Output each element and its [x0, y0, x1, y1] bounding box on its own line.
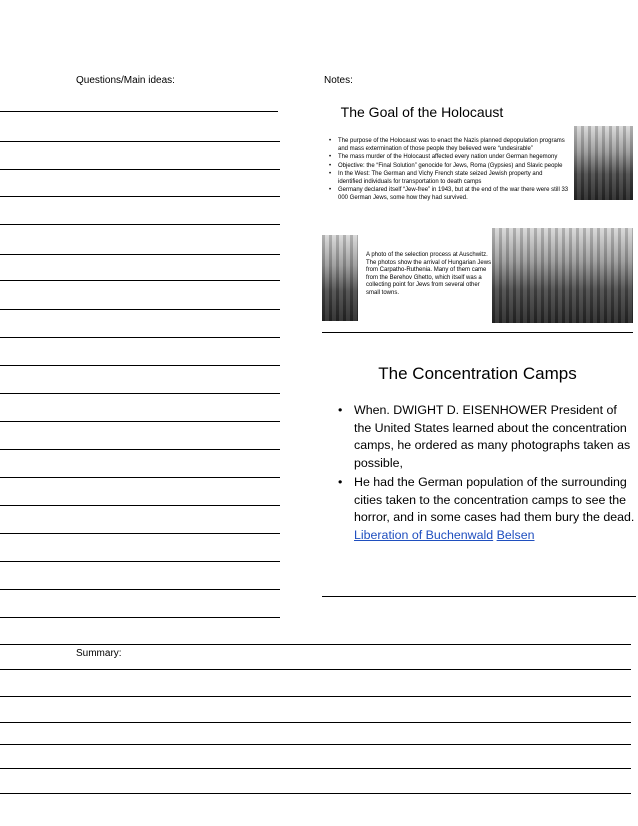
question-line[interactable] [0, 505, 280, 506]
question-line[interactable] [0, 449, 280, 450]
question-line[interactable] [0, 169, 280, 170]
question-line[interactable] [0, 196, 280, 197]
slide1-bullet: • Germany declared itself “Jew-free” in 1943, but at the end of the war there were still 33 000 German Jews, some how they had survived. [328, 187, 574, 202]
slide1-bullet-list [328, 138, 574, 203]
question-line[interactable] [0, 617, 280, 618]
notes-header: Notes: [324, 75, 353, 86]
question-line[interactable] [0, 254, 280, 255]
questions-header: Questions/Main ideas: [76, 75, 175, 86]
summary-line[interactable] [0, 669, 631, 670]
question-line[interactable] [0, 224, 280, 225]
link-belsen[interactable]: Belsen [496, 527, 535, 542]
question-line[interactable] [0, 589, 280, 590]
slide-concentration-camps [322, 356, 633, 586]
slide2-bullet-list [336, 402, 636, 546]
slide2-title: The Concentration Camps [378, 364, 577, 383]
slide2-bullet [336, 474, 636, 544]
question-line[interactable] [0, 477, 280, 478]
slide1-title: The Goal of the Holocaust [340, 104, 504, 120]
summary-line[interactable] [0, 644, 631, 645]
question-line[interactable] [0, 561, 280, 562]
slide1-bullet: • In the West: The German and Vichy French state seized Jewish property and identified individuals for transportation to death camps [328, 171, 560, 186]
summary-line[interactable] [0, 722, 631, 723]
slide-goal-of-holocaust [322, 98, 633, 330]
question-line[interactable] [0, 141, 280, 142]
question-line[interactable] [0, 280, 280, 281]
summary-line[interactable] [0, 696, 631, 697]
question-line[interactable] [0, 393, 280, 394]
question-line[interactable] [0, 337, 280, 338]
slide2-bullet-text: He had the German population of the surrounding cities taken to the concentration camps to see the horror, and in some cases had them bury the dead. [354, 475, 635, 524]
summary-line[interactable] [0, 744, 631, 745]
slide1-bullet: • The purpose of the Holocaust was to enact the Nazis planned depopulation programs and mass extermination of those people they believed were “undesirable” [328, 138, 574, 153]
question-line[interactable] [0, 309, 280, 310]
summary-line[interactable] [0, 793, 631, 794]
notes-divider [322, 596, 636, 597]
link-liberation-of-buchenwald[interactable]: Liberation of Buchenwald [354, 527, 494, 542]
question-line[interactable] [0, 421, 280, 422]
question-line[interactable] [0, 111, 76, 112]
notes-divider [322, 332, 633, 333]
photo-caption: A photo of the selection process at Auschwitz. The photos show the arrival of Hungarian Jews from Carpatho-Ruthenia. Many of them came from the Berehov Ghetto, which itself was a collecting point for Jews from several other small towns. [366, 252, 492, 296]
question-line[interactable] [76, 111, 278, 112]
slide1-bullet: • Objective: the “Final Solution” genocide for Jews, Roma (Gypsies) and Slavic people [328, 163, 574, 171]
slide1-bullet: • The mass murder of the Holocaust affected every nation under German hegemony [328, 154, 574, 162]
question-line[interactable] [0, 365, 280, 366]
slide2-bullet: • When. DWIGHT D. EISENHOWER President of the United States learned about the concentration camps, he ordered as many photographs taken as possible, [336, 402, 636, 472]
auschwitz-photo-left [322, 235, 358, 321]
question-line[interactable] [0, 533, 280, 534]
summary-header: Summary: [76, 648, 122, 659]
holocaust-photo [574, 126, 633, 200]
summary-line[interactable] [0, 768, 631, 769]
auschwitz-selection-photo [492, 228, 633, 323]
